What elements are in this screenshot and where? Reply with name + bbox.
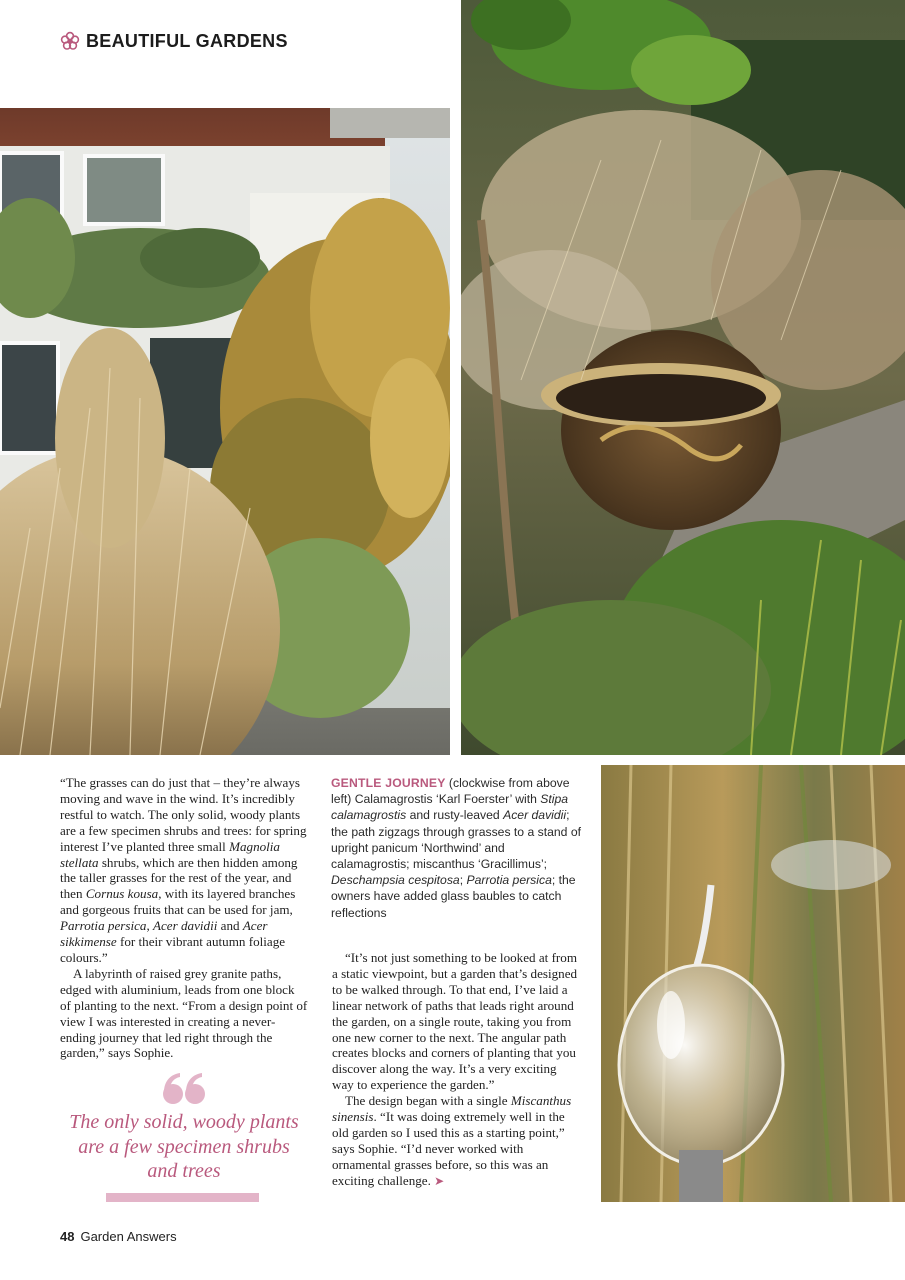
glass-bauble-photo: [601, 765, 905, 1202]
caption-heading: GENTLE JOURNEY: [331, 776, 446, 790]
section-title: BEAUTIFUL GARDENS: [86, 30, 288, 51]
section-header: [60, 28, 288, 54]
quote-mark-icon: [162, 1072, 206, 1106]
flower-icon: [60, 31, 80, 51]
pull-quote-rule: [106, 1193, 259, 1202]
paragraph: “It’s not just something to be looked at from a static viewpoint, but a garden that’s designed to be walked through. To that end, I’ve laid a linear network of paths that leads right around the garden, on a single route, taking you from one new corner to the next. The angular path creates blocks and corners of planting that you discover along the way. It’s a very exciting way to experience the garden.”: [332, 950, 578, 1093]
photo-caption: GENTLE JOURNEY (clockwise from above left) Calamagrostis ‘Karl Foerster’ with Stipa calamagrostis and rusty-leaved Acer davidii; the path zigzags through grasses to a stand of upright panicum ‘Northwind’ and calamagrostis; miscanthus ‘Gracillimus’; Deschampsia cespitosa; Parrotia persica; the owners have added glass baubles to catch reflections: [331, 776, 582, 920]
body-column-1: [60, 775, 308, 1061]
paragraph: “The grasses can do just that – they’re always moving and wave in the wind. It’s incredibly restful to watch. The only solid, woody plants are a few specimen shrubs and trees: for spring interest I’ve planted three small Magnolia stellata shrubs, which are then hidden among the taller grasses for the rest of the year, and then Cornus kousa, with its layered branches and gorgeous fruits that can be used for jam, Parrotia persica, Acer davidii and Acer sikkimense for their vibrant autumn foliage colours.”: [60, 775, 307, 965]
paragraph: A labyrinth of raised grey granite paths, edged with aluminium, leads from one block of planting to the next. “From a design point of view I was interested in creating a never-ending journey that led right through the garden,” says Sophie.: [60, 965, 308, 1061]
pull-quote: The only solid, woody plants are a few specimen shrubs and trees: [69, 1111, 299, 1182]
page-footer: [60, 1229, 177, 1244]
magazine-name: Garden Answers: [80, 1229, 177, 1244]
continue-arrow-icon: ➤: [434, 1173, 445, 1188]
body-column-2: [332, 950, 580, 1190]
page-number: 48: [60, 1229, 75, 1244]
house-garden-grasses-photo: [0, 108, 450, 755]
paragraph: The design began with a single Miscanthus sinensis. “It was doing extremely well in the old garden so I used this as a starting point,” says Sophie. “I’d never worked with ornamental grasses before, so this was an exciting challenge. ➤: [332, 1093, 572, 1188]
grasses-glazed-pot-photo: [461, 0, 905, 755]
